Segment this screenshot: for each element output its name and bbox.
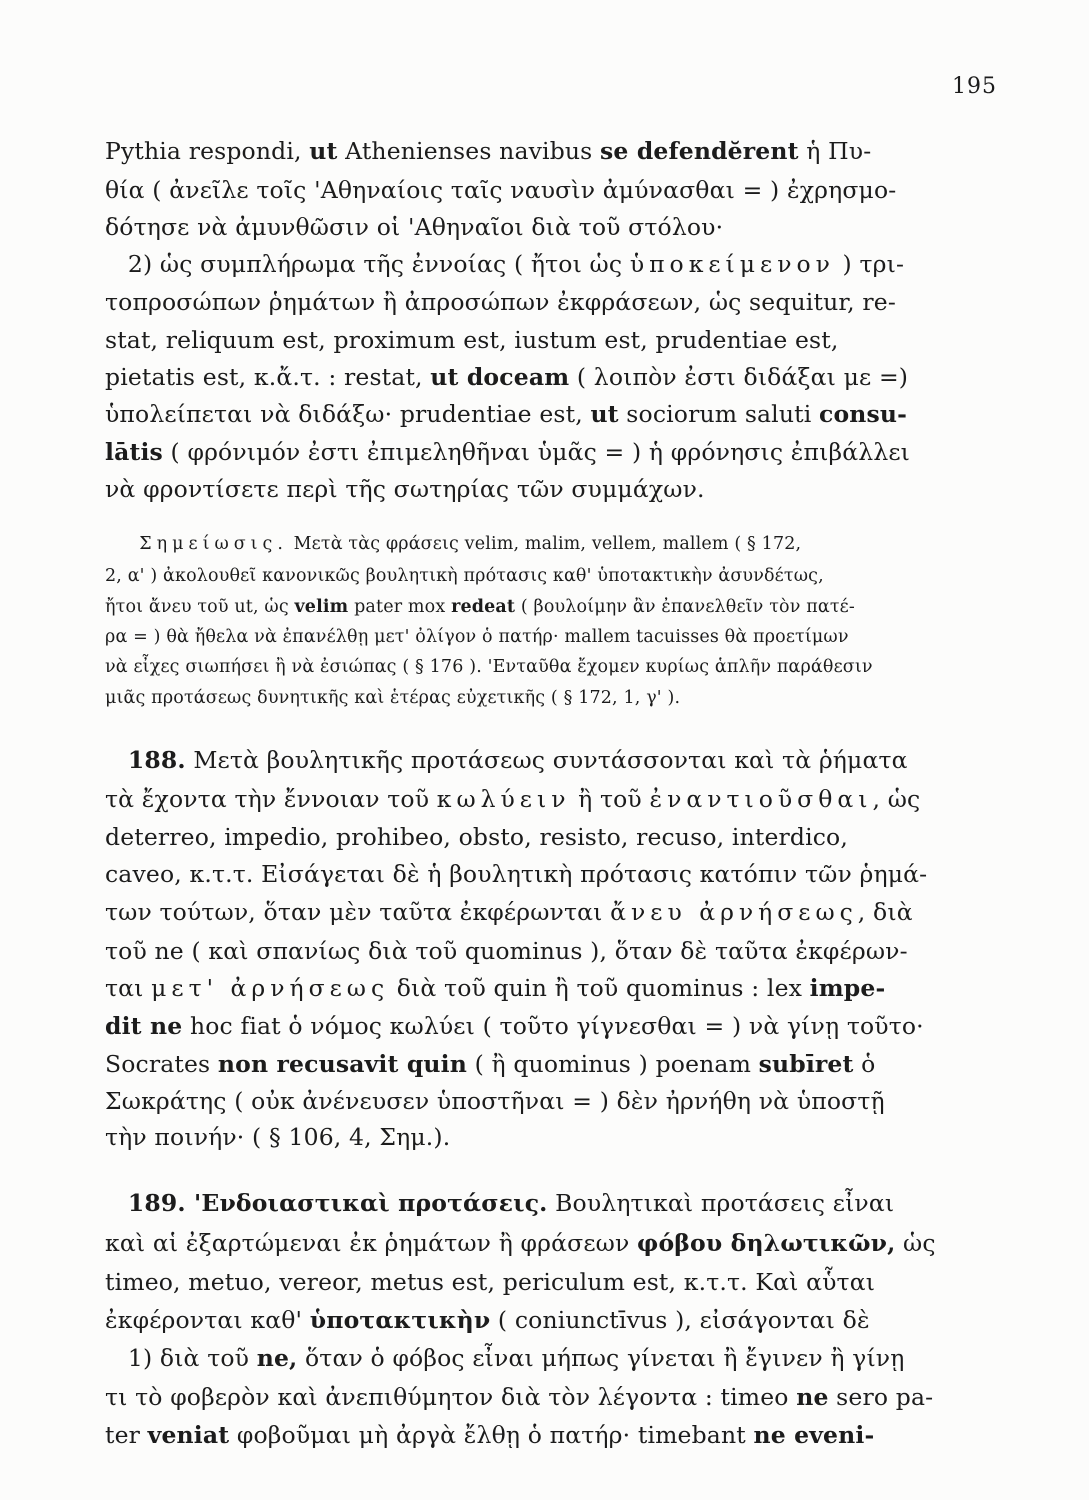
text-run: sero pa-	[828, 1383, 934, 1411]
bold-text: ne,	[256, 1344, 298, 1372]
spaced-text: ἄνευ ἀρνήσεως	[610, 898, 858, 926]
text-run: ὡς	[895, 1229, 936, 1257]
bold-text: ut doceam	[430, 363, 570, 391]
text-line	[105, 898, 913, 926]
bold-text: velim	[294, 597, 349, 617]
text-line	[105, 475, 705, 503]
text-run: ( coniunctīvus ), εἰσάγονται δὲ	[490, 1306, 870, 1334]
text-run: ἐκφέρονται καθ'	[105, 1306, 310, 1334]
bold-text: se defendĕrent	[600, 137, 799, 165]
text-run: τι τὸ φοβερὸν καὶ ἀνεπιθύμητον διὰ τὸν λέγοντα : timeo	[105, 1383, 797, 1411]
spaced-text: ἐναντιοῦσθαι	[649, 785, 873, 813]
bold-text: redeat	[451, 597, 516, 617]
text-run: , ὡς	[872, 785, 921, 813]
text-run: μιᾶς προτάσεως δυνητικῆς καὶ ἑτέρας εὐχετικῆς ( § 172, 1, γ' ).	[105, 688, 681, 708]
page-number: 195	[952, 74, 997, 99]
text-run: δότησε νὰ ἀμυνθῶσιν οἱ 'Αθηναῖοι διὰ τοῦ στόλου·	[105, 213, 724, 241]
text-line	[105, 974, 885, 1002]
text-line	[105, 746, 908, 774]
text-run: θία ( ἀνεῖλε τοῖς 'Αθηναίοις ταῖς ναυσὶν ἀμύνασθαι = ) ἐχρησμο-	[105, 176, 897, 204]
text-line	[105, 137, 871, 165]
text-run: ( ἢ quominus ) poenam	[466, 1050, 759, 1078]
text-run: caveo, κ.τ.τ. Εἰσάγεται δὲ ἡ βουλητικὴ πρότασις κατόπιν τῶν ῥημά-	[105, 860, 928, 888]
note-line	[105, 657, 873, 677]
text-run: timeo, metuo, vereor, metus est, periculum est, κ.τ.τ. Καὶ αὗται	[105, 1268, 876, 1296]
text-run: φοβοῦμαι μὴ ἀργὰ ἔλθῃ ὁ πατήρ· timebant	[229, 1421, 754, 1449]
text-run: sociorum saluti	[618, 400, 820, 428]
note-line	[105, 688, 680, 708]
text-run: ) τρι-	[834, 250, 905, 278]
spaced-text: μετ' ἀρνήσεως	[151, 974, 390, 1002]
text-run: stat, reliquum est, proximum est, iustum est, prudentiae est,	[105, 326, 839, 354]
text-run	[105, 746, 128, 774]
text-line	[105, 1012, 924, 1040]
text-run: Athenienses navibus	[337, 137, 600, 165]
bold-text: φόβου δηλωτικῶν,	[637, 1229, 896, 1257]
text-line	[105, 213, 723, 241]
text-run: ἤτοι ἄνευ τοῦ ut, ὡς	[105, 597, 295, 617]
text-line	[105, 250, 904, 278]
text-line	[105, 1229, 936, 1257]
text-run: Socrates	[105, 1050, 218, 1078]
text-run: τὰ ἔχοντα τὴν ἔννοιαν τοῦ	[105, 785, 437, 813]
text-run: τοῦ ne ( καὶ σπανίως διὰ τοῦ quominus ), ὅταν δὲ ταῦτα ἐκφέρων-	[105, 937, 908, 965]
bold-text: veniat	[147, 1421, 230, 1449]
text-run: νὰ εἶχες σιωπήσει ἢ νὰ ἐσιώπας ( § 176 ). 'Ενταῦθα ἔχομεν κυρίως ἁπλῆν παράθεσιν	[105, 657, 873, 677]
text-run: διὰ τοῦ quin ἢ τοῦ quominus : lex	[389, 974, 810, 1002]
text-run: Μετὰ βουλητικῆς προτάσεως συντάσσονται καὶ τὰ ῥήματα	[185, 746, 908, 774]
bold-text: ne eveni-	[753, 1421, 875, 1449]
text-line	[105, 1421, 874, 1449]
text-run	[105, 1189, 128, 1217]
text-line	[105, 326, 838, 354]
bold-text: ne	[796, 1383, 829, 1411]
text-run: Βουλητικαὶ προτάσεις εἶναι	[547, 1189, 895, 1217]
text-run: ( φρόνιμόν ἐστι ἐπιμεληθῆναι ὑμᾶς = ) ἡ φρόνησις ἐπιβάλλει	[162, 438, 911, 466]
text-line	[105, 1344, 904, 1372]
text-line	[105, 1189, 894, 1217]
text-line	[105, 785, 920, 813]
text-run: ὑπολείπεται νὰ διδάξω· prudentiae est,	[105, 400, 591, 428]
text-run: Pythia respondi,	[105, 137, 310, 165]
bold-text: ut	[590, 400, 619, 428]
bold-text: impe-	[809, 974, 886, 1002]
text-line	[105, 400, 907, 428]
text-line	[105, 1050, 875, 1078]
text-run: , διὰ	[857, 898, 913, 926]
text-line	[105, 438, 910, 466]
spaced-text: ὑποκείμενον	[629, 250, 835, 278]
text-run: pater mox	[348, 597, 452, 617]
text-run: τοπροσώπων ῥημάτων ἢ ἀπροσώπων ἐκφράσεων, ὡς sequitur, re-	[105, 288, 896, 316]
text-run: pietatis est, κ.ἄ.τ. : restat,	[105, 363, 431, 391]
text-run: hoc fiat ὁ νόμος κωλύει ( τοῦτο γίγνεσθαι = ) νὰ γίνῃ τοῦτο·	[182, 1012, 924, 1040]
text-run: ( λοιπὸν ἐστι διδάξαι με =)	[569, 363, 909, 391]
spaced-text: κωλύειν	[436, 785, 571, 813]
text-line	[105, 823, 848, 851]
text-run: 2) ὡς συμπλήρωμα τῆς ἐννοίας ( ἤτοι ὡς	[105, 250, 630, 278]
text-run: ρα = ) θὰ ἤθελα νὰ ἐπανέλθῃ μετ' ὀλίγον ὁ πατήρ· mallem tacuisses θὰ προετίμων	[105, 627, 849, 647]
bold-text: lātis	[105, 438, 163, 466]
text-run: των τούτων, ὅταν μὲν ταῦτα ἐκφέρωνται	[105, 898, 611, 926]
spaced-text: Σημείωσις.	[139, 534, 288, 554]
text-line	[105, 1383, 933, 1411]
note-line	[105, 534, 801, 554]
text-line	[105, 860, 927, 888]
bold-text: non recusavit quin	[217, 1050, 467, 1078]
text-run: νὰ φροντίσετε περὶ τῆς σωτηρίας τῶν συμμάχων.	[105, 475, 705, 503]
text-run: ὅταν ὁ φόβος εἶναι μήπως γίνεται ἢ ἔγινεν ἢ γίνῃ	[297, 1344, 905, 1372]
bold-text: subīret	[758, 1050, 854, 1078]
bold-text: 188.	[127, 746, 186, 774]
text-run: ἢ τοῦ	[570, 785, 650, 813]
text-line	[105, 937, 908, 965]
text-line	[105, 1123, 450, 1151]
text-line	[105, 288, 896, 316]
text-run: ter	[105, 1421, 148, 1449]
text-run: τὴν ποινήν· ( § 106, 4, Σημ.).	[105, 1123, 451, 1151]
bold-text: 189. 'Ενδοιαστικαὶ προτάσεις.	[127, 1189, 548, 1217]
bold-text: ὑποτακτικὴν	[309, 1306, 491, 1334]
note-line	[105, 566, 824, 586]
bold-text: dit ne	[105, 1012, 183, 1040]
text-line	[105, 1268, 875, 1296]
text-run: Μετὰ τὰς φράσεις velim, malim, vellem, mallem ( § 172,	[287, 534, 802, 554]
text-run: ὁ	[853, 1050, 876, 1078]
text-run: 1) διὰ τοῦ	[105, 1344, 257, 1372]
text-run: 2, α' ) ἀκολουθεῖ κανονικῶς βουλητικὴ πρότασις καθ' ὑποτακτικὴν ἀσυνδέτως,	[105, 566, 824, 586]
text-run: deterreo, impedio, prohibeo, obsto, resisto, recuso, interdico,	[105, 823, 848, 851]
text-run	[105, 534, 139, 554]
text-run: καὶ αἱ ἐξαρτώμεναι ἐκ ῥημάτων ἢ φράσεων	[105, 1229, 638, 1257]
note-line	[105, 627, 849, 647]
text-line	[105, 1087, 885, 1115]
bold-text: consu-	[819, 400, 908, 428]
text-line	[105, 363, 908, 391]
text-line	[105, 176, 896, 204]
text-run: ἡ Πυ-	[798, 137, 872, 165]
text-run: ται	[105, 974, 152, 1002]
text-line	[105, 1306, 870, 1334]
text-run: ( βουλοίμην ἂν ἐπανελθεῖν τὸν πατέ-	[515, 597, 855, 617]
text-run: Σωκράτης ( οὐκ ἀνένευσεν ὑποστῆναι = ) δὲν ἠρνήθη νὰ ὑποστῇ	[105, 1087, 885, 1115]
note-line	[105, 597, 855, 617]
bold-text: ut	[309, 137, 338, 165]
